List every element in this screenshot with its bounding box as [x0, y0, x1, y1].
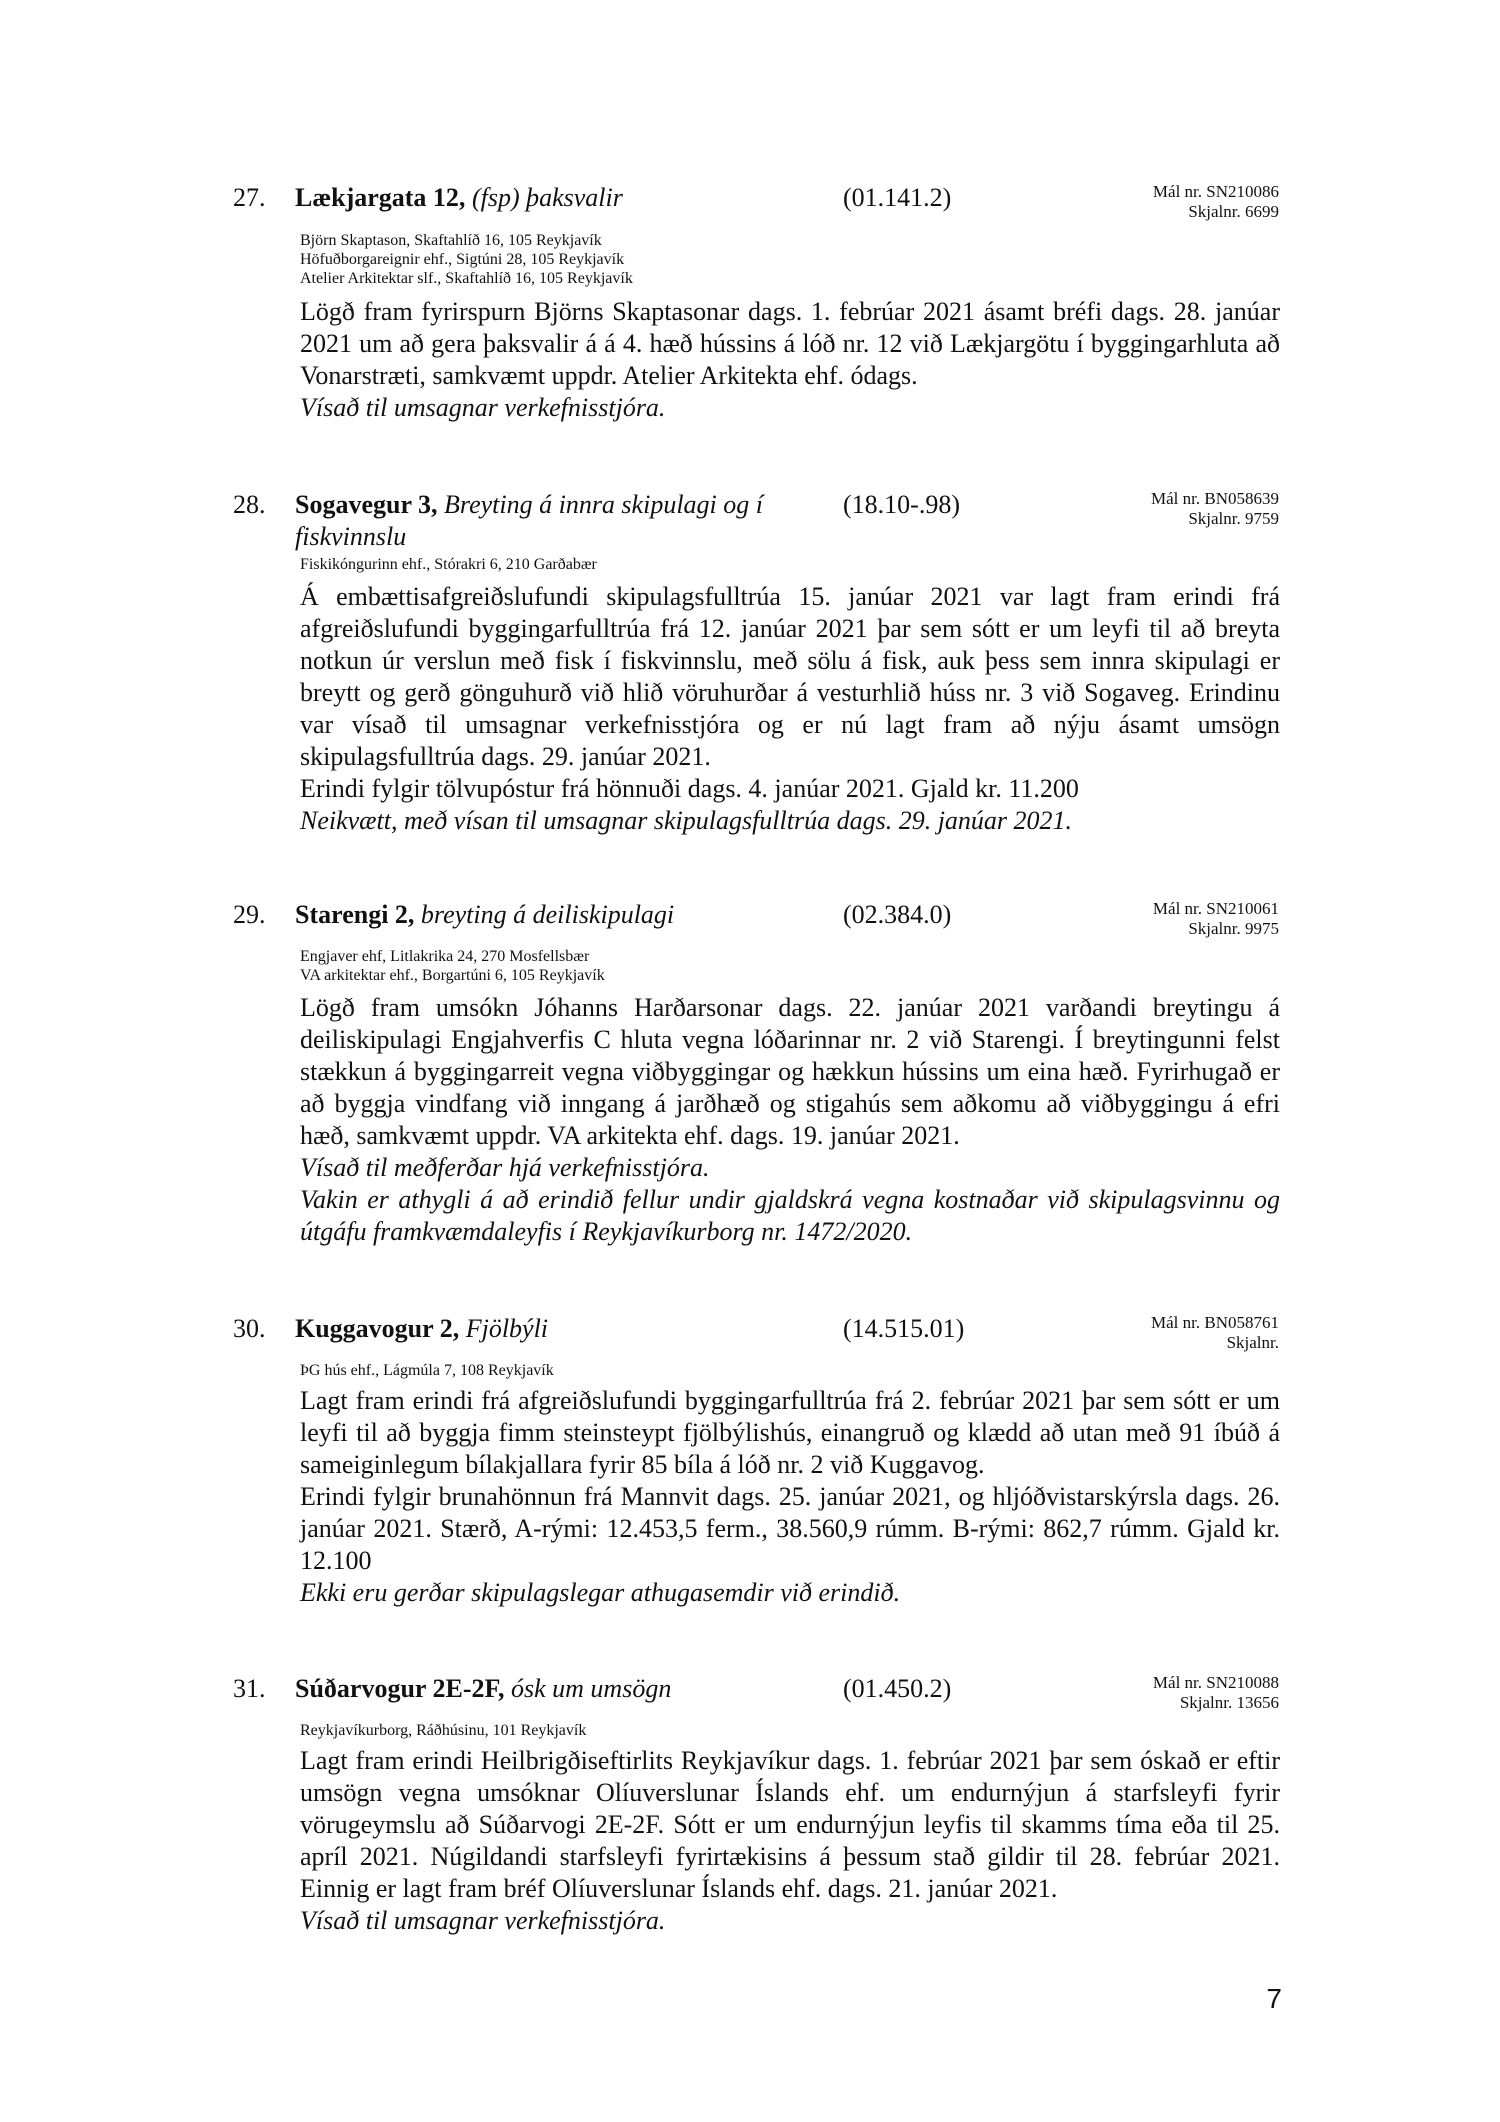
item-body: [300, 992, 1280, 1248]
item-street: Lækjargata 12,: [295, 183, 466, 212]
applicant: Engjaver ehf, Litlakrika 24, 270 Mosfellsbær: [300, 948, 590, 965]
item-paragraph: Lagt fram erindi Heilbrigðiseftirlits Reykjavíkur dags. 1. febrúar 2021 þar sem óskað er eftir umsögn vegna umsóknar Olíuverslunar Íslands ehf. um endurnýjun á starfsleyfi fyrir vörugeymslu að Súðarvogi 2E-2F. Sótt er um endurnýjun leyfis til skamms tíma eða til 25. apríl 2021. Núgildandi starfsleyfi fyrirtækisins á þessum stað gildir til 28. febrúar 2021. Einnig er lagt fram bréf Olíuverslunar Íslands ehf. dags. 21. janúar 2021.: [300, 1746, 1280, 1903]
applicant-list: [300, 555, 597, 574]
item-paragraph: Lögð fram fyrirspurn Björns Skaptasonar dags. 1. febrúar 2021 ásamt bréfi dags. 28. janúar 2021 um að gera þaksvalir á á 4. hæð hússins á lóð nr. 12 við Lækjargötu í byggingarhluta að Vonarstræti, samkvæmt uppdr. Atelier Arkitekta ehf. ódags.: [300, 297, 1280, 390]
item-body: [300, 1745, 1280, 1937]
item-heading: [295, 1313, 815, 1345]
applicant: ÞG hús ehf., Lágmúla 7, 108 Reykjavík: [300, 1362, 554, 1379]
item-number: 29.: [233, 900, 266, 929]
item-land-code: (01.450.2): [843, 1674, 952, 1703]
item-street: Kuggavogur 2,: [295, 1314, 460, 1343]
applicant: Atelier Arkitektar slf., Skaftahlíð 16, 105 Reykjavík: [300, 270, 633, 287]
item-heading: [295, 899, 815, 931]
case-number: Mál nr. SN210061: [1152, 899, 1279, 918]
item-subtitle: Fjölbýli: [465, 1314, 549, 1343]
item-note: Vakin er athygli á að erindið fellur undir gjaldskrá vegna kostnaðar við skipulagsvinnu og útgáfu framkvæmdaleyfis í Reykjavíkurborg nr. 1472/2020.: [300, 1185, 1280, 1246]
applicant: Höfuðborgareignir ehf., Sigtúni 28, 105 Reykjavík: [300, 251, 625, 268]
item-refs: [1153, 899, 1279, 939]
document-number: Skjalnr. 9975: [1188, 919, 1279, 938]
page-number: 7: [1266, 1983, 1282, 2014]
item-number: 27.: [233, 183, 266, 212]
item-number: 30.: [233, 1314, 266, 1343]
item-refs: [1153, 182, 1279, 222]
item-refs: [1151, 1313, 1279, 1353]
item-number: 28.: [233, 490, 266, 519]
item-decision: Vísað til umsagnar verkefnisstjóra.: [300, 1906, 666, 1935]
applicant: Fiskikóngurinn ehf., Stórakri 6, 210 Garðabær: [300, 556, 597, 573]
document-number: Skjalnr.: [1226, 1333, 1279, 1352]
item-paragraph: Erindi fylgir brunahönnun frá Mannvit dags. 25. janúar 2021, og hljóðvistarskýrsla dags. 26. janúar 2021. Stærð, A-rými: 12.453,5 ferm., 38.560,9 rúmm. B-rými: 862,7 rúmm. Gjald kr. 12.100: [300, 1482, 1280, 1575]
applicant: Björn Skaptason, Skaftahlíð 16, 105 Reykjavík: [300, 232, 602, 249]
item-subtitle: breyting á deiliskipulagi: [420, 900, 675, 929]
item-body: [300, 1385, 1280, 1609]
item-heading: [295, 1673, 815, 1705]
item-decision: Neikvætt, með vísan til umsagnar skipulagsfulltrúa dags. 29. janúar 2021.: [300, 806, 1073, 835]
item-decision: Vísað til umsagnar verkefnisstjóra.: [300, 393, 666, 422]
applicant-list: [300, 947, 605, 985]
applicant-list: [300, 1361, 554, 1380]
applicant: VA arkitektar ehf., Borgartúni 6, 105 Reykjavík: [300, 967, 605, 984]
item-subtitle: Breyting á innra skipulagi og í fiskvinnslu: [295, 490, 763, 551]
item-number: 31.: [233, 1674, 266, 1703]
applicant: Reykjavíkurborg, Ráðhúsinu, 101 Reykjavík: [300, 1722, 587, 1739]
case-number: Mál nr. BN058639: [1151, 489, 1279, 508]
item-street: Starengi 2,: [295, 900, 415, 929]
item-street: Súðarvogur 2E-2F,: [295, 1674, 505, 1703]
item-street: Sogavegur 3,: [295, 490, 438, 519]
case-number: Mál nr. SN210088: [1152, 1673, 1279, 1692]
item-land-code: (02.384.0): [843, 900, 952, 929]
item-paragraph: Lögð fram umsókn Jóhanns Harðarsonar dags. 22. janúar 2021 varðandi breytingu á deiliskipulagi Engjahverfis C hluta vegna lóðarinnar nr. 2 við Starengi. Í breytingunni felst stækkun á byggingarreit vegna viðbyggingar og hækkun hússins um eina hæð. Fyrirhugað er að byggja vindfang við inngang á jarðhæð og stigahús sem aðkomu að viðbyggingu á efri hæð, samkvæmt uppdr. VA arkitekta ehf. dags. 19. janúar 2021.: [300, 993, 1280, 1150]
document-number: Skjalnr. 9759: [1188, 509, 1279, 528]
case-number: Mál nr. SN210086: [1152, 182, 1279, 201]
item-land-code: (14.515.01): [843, 1314, 965, 1343]
document-number: Skjalnr. 13656: [1179, 1693, 1279, 1712]
item-refs: [1151, 489, 1279, 529]
item-decision: Ekki eru gerðar skipulagslegar athugasemdir við erindið.: [300, 1578, 901, 1607]
item-decision: Vísað til meðferðar hjá verkefnisstjóra.: [300, 1153, 710, 1182]
item-paragraph: Á embættisafgreiðslufundi skipulagsfulltrúa 15. janúar 2021 var lagt fram erindi frá afgreiðslufundi byggingarfulltrúa frá 12. janúar 2021 þar sem sótt er um leyfi til að breyta notkun úr verslun með fisk í fiskvinnslu, með sölu á fisk, auk þess sem innra skipulagi er breytt og gerð gönguhurð við hlið vöruhurðar á vesturhlið húss nr. 3 við Sogaveg. Erindinu var vísað til umsagnar verkefnisstjóra og er nú lagt fram að nýju ásamt umsögn skipulagsfulltrúa dags. 29. janúar 2021.: [300, 582, 1280, 771]
item-subtitle: (fsp) þaksvalir: [471, 183, 623, 212]
item-body: [300, 296, 1280, 424]
applicant-list: [300, 231, 633, 288]
item-paragraph: Erindi fylgir tölvupóstur frá hönnuði dags. 4. janúar 2021. Gjald kr. 11.200: [300, 774, 1079, 803]
document-number: Skjalnr. 6699: [1188, 202, 1279, 221]
item-subtitle: ósk um umsögn: [511, 1674, 672, 1703]
applicant-list: [300, 1721, 586, 1740]
item-heading: [295, 182, 815, 214]
item-paragraph: Lagt fram erindi frá afgreiðslufundi byggingarfulltrúa frá 2. febrúar 2021 þar sem sótt er um leyfi til að byggja fimm steinsteypt fjölbýlishús, einangruð og klædd að utan með 91 íbúð á sameiginlegum bílakjallara fyrir 85 bíla á lóð nr. 2 við Kuggavog.: [300, 1386, 1280, 1479]
item-land-code: (01.141.2): [843, 183, 952, 212]
case-number: Mál nr. BN058761: [1151, 1313, 1279, 1332]
item-heading: [295, 489, 815, 553]
item-body: [300, 581, 1280, 837]
item-land-code: (18.10-.98): [843, 490, 960, 519]
item-refs: [1153, 1673, 1279, 1713]
